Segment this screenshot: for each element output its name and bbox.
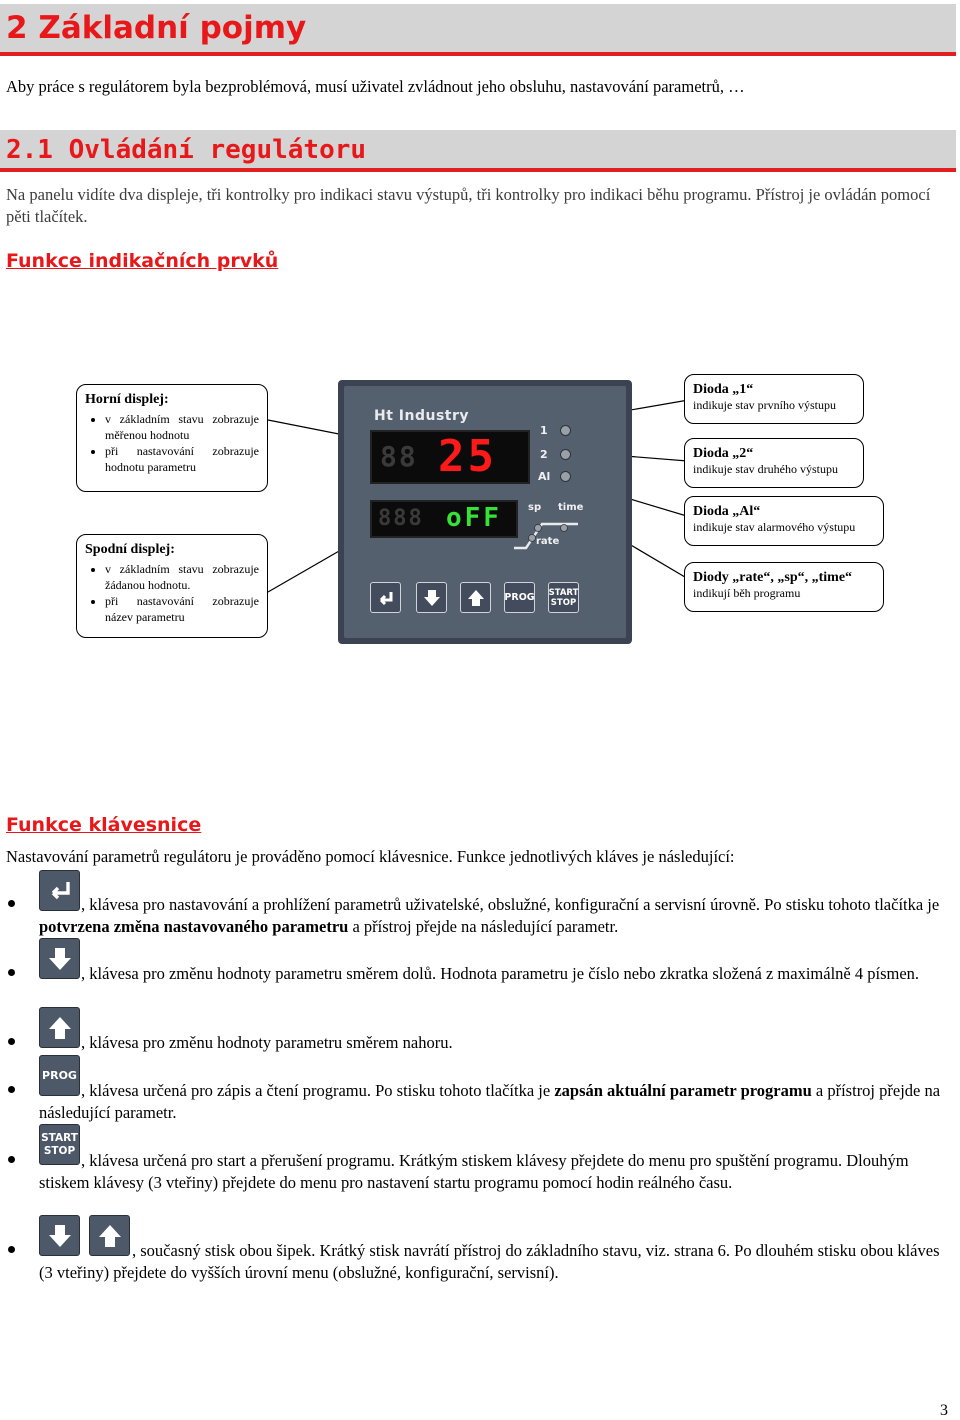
callout-leds-program-desc: indikují běh programu: [693, 586, 801, 600]
panel-enter-button[interactable]: [370, 582, 401, 613]
key-prog-text: , klávesa určená pro zápis a čtení programu. Po stisku tohoto tlačítka je: [81, 1081, 555, 1100]
heading-1: 2 Základní pojmy: [6, 10, 307, 46]
callout-upper-display: [76, 384, 268, 492]
heading-2: 2.1 Ovládání regulátoru: [6, 135, 367, 165]
led-al-label: Al: [538, 470, 551, 483]
lower-display: [370, 500, 518, 538]
key-prog-description: [39, 1080, 944, 1124]
key-stop-label: STOP: [43, 1144, 76, 1157]
intro-text: Aby práce s regulátorem byla bezproblémová, musí uživatel zvládnout jeho obsluhu, nastavování parametrů, …: [6, 77, 745, 96]
key-prog-text-end: a přístroj přejde na následující parametr.: [39, 1081, 941, 1122]
led-al: [560, 471, 571, 482]
list-bullet: [8, 1086, 15, 1093]
callout-leds-program: [684, 562, 884, 612]
key-prog-label: PROG: [42, 1069, 77, 1082]
controller-faceplate: [344, 386, 626, 638]
panel-start-stop-button[interactable]: [548, 582, 579, 613]
key-down-description: , klávesa pro změnu hodnoty parametru směrem dolů. Hodnota parametru je číslo nebo zkratka složená z maximálně 4 písmen.: [81, 964, 920, 983]
upper-display-dim-digits: 88: [380, 440, 418, 473]
panel-prog-button[interactable]: [504, 582, 535, 613]
led-rate-label: rate: [536, 536, 560, 547]
callout-upper-display-item: • při nastavování zobrazuje hodnotu parametru: [105, 443, 259, 475]
callout-led-al: [684, 496, 884, 546]
enter-icon: [376, 590, 396, 606]
callout-led-2-title: Dioda „2“: [693, 446, 754, 461]
callout-lower-display-item: • v základním stavu zobrazuje žádanou hodnotu.: [105, 561, 259, 593]
brand-logo: Ht Industry: [374, 408, 470, 424]
callout-led-2: [684, 438, 864, 488]
arrow-down-icon: [423, 589, 441, 607]
callout-upper-display-title: Horní displej:: [85, 392, 169, 407]
arrow-up-icon: [467, 589, 485, 607]
led-time-label: time: [558, 502, 584, 513]
key-up: [39, 1007, 80, 1048]
panel-down-button[interactable]: [416, 582, 447, 613]
panel-stop-label: STOP: [550, 597, 577, 608]
callout-lower-display: [76, 534, 268, 638]
list-bullet: [8, 1156, 15, 1163]
key-both-arrows-description: , současný stisk obou šipek. Krátký stisk navrátí přístroj do základního stavu, viz. strana 6. Po dlouhém stisku obou kláves (3 vteřiny) přejdete do vyšších úrovní menu (obslužné, konfigurační, servisní).: [39, 1241, 940, 1282]
keyboard-intro: Nastavování parametrů regulátoru je prováděno pomocí klávesnice. Funkce jednotlivých kláves je následující:: [6, 847, 735, 866]
key-prog-emphasis: zapsán aktuální parametr programu: [554, 1081, 812, 1100]
key-start-label: START: [41, 1131, 78, 1144]
panel-description: Na panelu vidíte dva displeje, tři kontrolky pro indikaci stavu výstupů, tři kontrolky pro indikaci běhu programu. Přístroj je ovládán pomocí pěti tlačítek.: [6, 185, 931, 226]
led-1: [560, 425, 571, 436]
lower-display-value: oFF: [446, 503, 502, 533]
page-number: 3: [940, 1402, 948, 1419]
led-1-label: 1: [540, 424, 548, 437]
list-bullet: [8, 900, 15, 907]
callout-led-al-desc: indikuje stav alarmového výstupu: [693, 520, 856, 534]
led-sp-label: sp: [528, 502, 542, 513]
panel-prog-label: PROG: [504, 592, 535, 603]
callout-led-al-title: Dioda „Al“: [693, 504, 761, 519]
callout-led-1: [684, 374, 864, 424]
controller-panel: [338, 380, 632, 644]
key-enter-text: , klávesa pro nastavování a prohlížení parametrů uživatelské, obslužné, konfigurační a servisní úrovně. Po stisku tohoto tlačítka je: [81, 895, 940, 914]
arrow-up-icon: [48, 1016, 72, 1040]
key-enter-emphasis: potvrzena změna nastavovaného parametru: [39, 917, 349, 936]
callout-led-1-desc: indikuje stav prvního výstupu: [693, 398, 836, 412]
panel-start-label: START: [548, 587, 579, 598]
upper-display-value: 25: [438, 431, 497, 482]
key-enter-description: [39, 894, 944, 938]
led-2: [560, 449, 571, 460]
callout-lower-display-item: • při nastavování zobrazuje název parametru: [105, 593, 259, 625]
key-up-description: , klávesa pro změnu hodnoty parametru směrem nahoru.: [81, 1033, 453, 1052]
list-bullet: [8, 1246, 15, 1253]
callout-led-2-desc: indikuje stav druhého výstupu: [693, 462, 838, 476]
list-bullet: [8, 969, 15, 976]
callout-leds-program-title: Diody „rate“, „sp“, „time“: [693, 570, 853, 585]
program-profile-icon: [508, 514, 588, 554]
panel-up-button[interactable]: [460, 582, 491, 613]
list-bullet: [8, 1038, 15, 1045]
led-2-label: 2: [540, 448, 548, 461]
key-enter-text-end: a přístroj přejde na následující parametr.: [348, 917, 619, 936]
keyboard-heading: Funkce klávesnice: [6, 814, 202, 836]
lower-display-dim-digits: 888: [378, 506, 424, 531]
callout-upper-display-item: • v základním stavu zobrazuje měřenou hodnotu: [105, 411, 259, 443]
indicators-heading: Funkce indikačních prvků: [6, 250, 279, 272]
callout-lower-display-title: Spodní displej:: [85, 542, 175, 557]
callout-led-1-title: Dioda „1“: [693, 382, 754, 397]
key-start-stop-description: , klávesa určená pro start a přerušení programu. Krátkým stiskem klávesy přejdete do menu pro spuštění programu. Dlouhým stiskem klávesy (3 vteřiny) přejdete do menu pro nastavení startu programu pomocí hodin reálného času.: [39, 1151, 909, 1192]
upper-display: [370, 430, 530, 484]
